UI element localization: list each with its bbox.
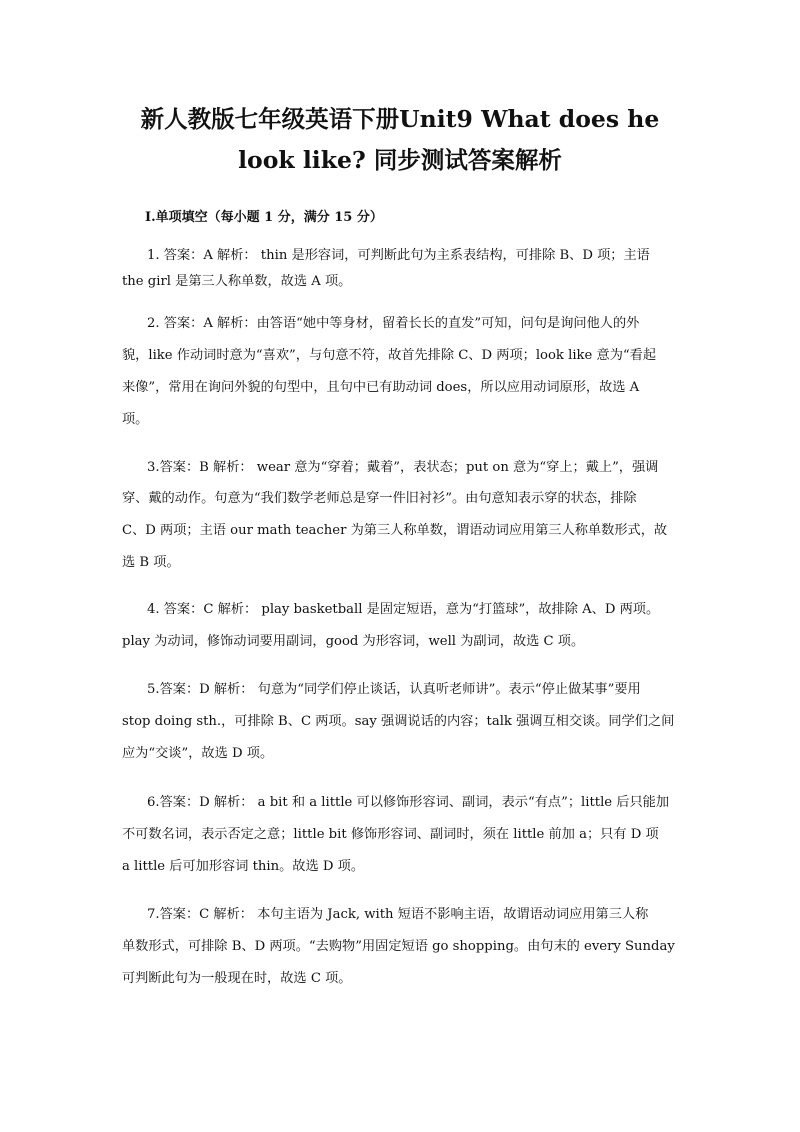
answer-2-line-2: 貌，like 作动词时意为“喜欢”，与句意不符，故首先排除 C、D 两项；look like 意为“看起 (122, 348, 657, 363)
answer-3-line-2: 穿、戴的动作。句意为“我们数学老师总是穿一件旧衬衫”。由句意知表示穿的状态，排除 (122, 491, 637, 506)
answer-5-line-3: 应为“交谈”，故选 D 项。 (122, 746, 274, 761)
answer-2-line-4: 项。 (122, 412, 149, 427)
document-title-line-2: look like? 同步测试答案解析 (238, 146, 562, 174)
document-title-line-1: 新人教版七年级英语下册Unit9 What does he (140, 105, 660, 133)
answer-6-line-2: 不可数名词，表示否定之意；little bit 修饰形容词、副词时，须在 little 前加 a；只有 D 项 (122, 827, 659, 842)
section-heading: I.单项填空（每小题 1 分，满分 15 分） (145, 210, 383, 225)
answer-7-line-1: 7.答案：C 解析： 本句主语为 Jack, with 短语不影响主语，故谓语动词应用第三人称 (147, 907, 649, 922)
answer-7-line-3: 可判断此句为一般现在时，故选 C 项。 (122, 971, 352, 986)
answer-2-line-3: 来像”，常用在询问外貌的句型中，且句中已有助动词 does，所以应用动词原形，故选 A (122, 380, 640, 395)
answer-3-line-4: 选 B 项。 (122, 555, 180, 570)
answer-7-line-2: 单数形式，可排除 B、D 两项。“去购物”用固定短语 go shopping。由句末的 every Sunday (122, 939, 675, 954)
answer-6-line-3: a little 后可加形容词 thin。故选 D 项。 (122, 859, 365, 874)
answer-3-line-3: C、D 两项；主语 our math teacher 为第三人称单数，谓语动词应用第三人称单数形式，故 (122, 523, 668, 538)
answer-1-line-2: the girl 是第三人称单数，故选 A 项。 (122, 274, 352, 289)
answer-5-line-2: stop doing sth.，可排除 B、C 两项。say 强调说话的内容；talk 强调互相交谈。同学们之间 (122, 714, 675, 729)
answer-4-line-1: 4. 答案：C 解析： play basketball 是固定短语，意为“打篮球”，故排除 A、D 两项。 (147, 602, 660, 617)
answer-2-line-1: 2. 答案：A 解析：由答语“她中等身材，留着长长的直发”可知，问句是询问他人的外 (147, 316, 640, 331)
answer-4-line-2: play 为动词，修饰动词要用副词，good 为形容词，well 为副词，故选 C 项。 (122, 634, 585, 649)
answer-5-line-1: 5.答案：D 解析： 句意为“同学们停止谈话，认真听老师讲”。表示“停止做某事”要用 (147, 682, 641, 697)
answer-6-line-1: 6.答案：D 解析： a bit 和 a little 可以修饰形容词、副词，表示“有点”；little 后只能加 (147, 795, 670, 810)
answer-1-line-1: 1. 答案：A 解析： thin 是形容词，可判断此句为主系表结构，可排除 B、D 项；主语 (147, 248, 650, 263)
answer-3-line-1: 3.答案：B 解析： wear 意为“穿着；戴着”，表状态；put on 意为“穿上；戴上”，强调 (147, 460, 659, 475)
